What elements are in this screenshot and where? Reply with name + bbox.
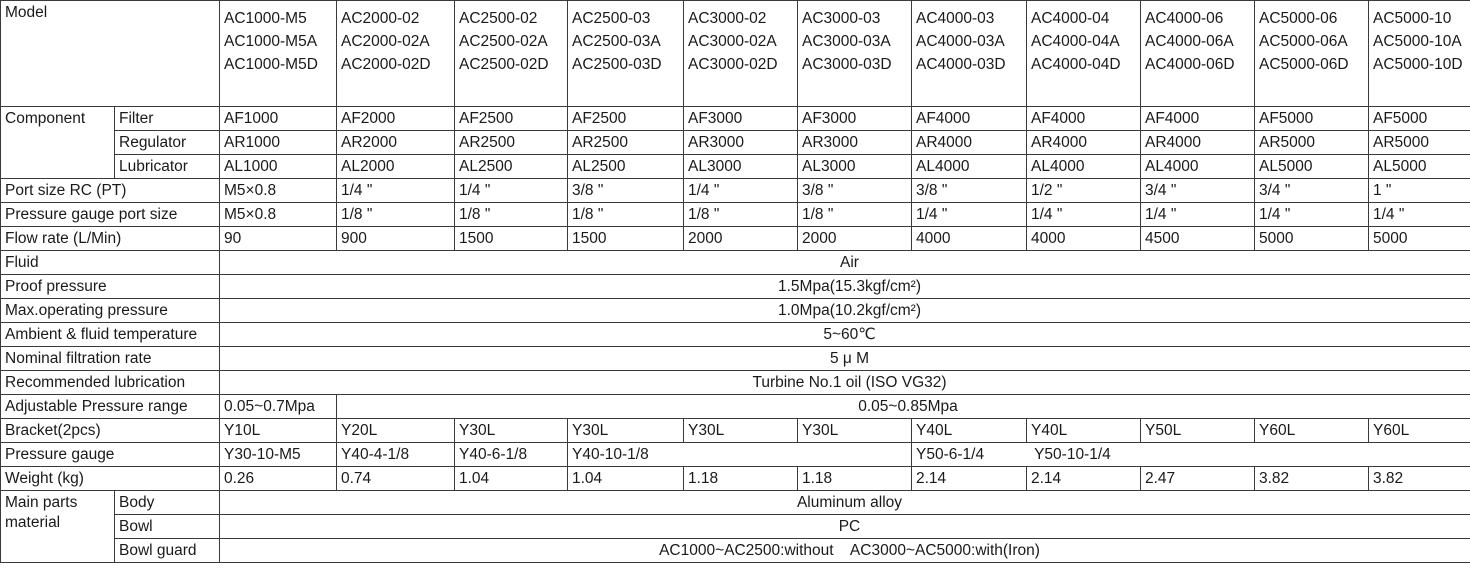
table-cell: 900 [337,227,455,251]
filtration-value: 5 μ M [220,347,1470,371]
table-cell: Y40L [1027,419,1141,443]
temperature-value: 5~60℃ [220,323,1470,347]
bracket-label: Bracket(2pcs) [1,419,220,443]
table-cell: M5×0.8 [220,179,337,203]
table-cell: 1 " [1369,179,1470,203]
table-cell: AF4000 [912,107,1027,131]
table-cell: AF5000 [1369,107,1470,131]
table-cell: 1/4 " [1255,203,1369,227]
table-cell: AR3000 [798,131,912,155]
weight-label: Weight (kg) [1,467,220,491]
table-cell: Y60L [1369,419,1470,443]
table-cell: Y30-10-M5 [220,443,337,467]
table-cell: 4500 [1141,227,1255,251]
table-cell: AL4000 [912,155,1027,179]
table-cell: 1500 [455,227,568,251]
table-cell: 1/8 " [455,203,568,227]
table-cell: Y60L [1255,419,1369,443]
model-cell: AC1000-M5 AC1000-M5A AC1000-M5D [220,1,337,107]
fluid-row [1,251,1470,275]
table-cell: 4000 [912,227,1027,251]
table-cell: AR3000 [684,131,798,155]
table-cell: Y30L [684,419,798,443]
model-cell: AC5000-06 AC5000-06A AC5000-06D [1255,1,1369,107]
table-cell: 1/4 " [1369,203,1470,227]
body-row [1,491,1470,515]
flow-rate-label: Flow rate (L/Min) [1,227,220,251]
port-size-label: Port size RC (PT) [1,179,220,203]
table-cell: AR1000 [220,131,337,155]
table-cell: 1/4 " [912,203,1027,227]
fluid-label: Fluid [1,251,220,275]
model-cell: AC2000-02 AC2000-02A AC2000-02D [337,1,455,107]
model-cell: AC2500-02 AC2500-02A AC2500-02D [455,1,568,107]
table-cell: AR4000 [1141,131,1255,155]
model-cell: AC4000-04 AC4000-04A AC4000-04D [1027,1,1141,107]
regulator-label: Regulator [115,131,220,155]
model-cell: AC2500-03 AC2500-03A AC2500-03D [568,1,684,107]
table-cell: AR4000 [912,131,1027,155]
table-cell: 3/8 " [798,179,912,203]
table-cell: AL1000 [220,155,337,179]
temperature-row [1,323,1470,347]
max-pressure-row [1,299,1470,323]
table-cell: 1/8 " [568,203,684,227]
table-cell: 1/8 " [684,203,798,227]
table-cell: AR2500 [455,131,568,155]
model-cell: AC3000-02 AC3000-02A AC3000-02D [684,1,798,107]
table-cell: AL4000 [1027,155,1141,179]
table-cell: AR5000 [1255,131,1369,155]
adj-pressure-label: Adjustable Pressure range [1,395,220,419]
table-cell: 1.18 [798,467,912,491]
table-cell: AR5000 [1369,131,1470,155]
proof-pressure-value: 1.5Mpa(15.3kgf/cm²) [220,275,1470,299]
table-cell: 0.26 [220,467,337,491]
component-label: Component [1,107,115,179]
table-cell: AL5000 [1255,155,1369,179]
model-cell: AC4000-06 AC4000-06A AC4000-06D [1141,1,1255,107]
table-cell: 1.04 [568,467,684,491]
table-cell: 1/4 " [1141,203,1255,227]
table-cell: 1/4 " [337,179,455,203]
table-cell: 0.05~0.7Mpa [220,395,337,419]
table-cell: 4000 [1027,227,1141,251]
table-cell: AL2500 [455,155,568,179]
table-cell: AL2500 [568,155,684,179]
filtration-label: Nominal filtration rate [1,347,220,371]
table-cell: AR2500 [568,131,684,155]
model-cell: AC4000-03 AC4000-03A AC4000-03D [912,1,1027,107]
table-cell: 2000 [798,227,912,251]
table-cell: 2.47 [1141,467,1255,491]
proof-pressure-row [1,275,1470,299]
table-cell: AF4000 [1141,107,1255,131]
table-cell: 0.74 [337,467,455,491]
main-parts-label: Main parts material [1,491,115,563]
table-cell: 1/4 " [455,179,568,203]
table-cell: 1500 [568,227,684,251]
model-row [1,1,1470,107]
table-cell: AF1000 [220,107,337,131]
flow-rate-row [1,227,1470,251]
table-cell: 1/4 " [1027,203,1141,227]
gauge-port-row [1,203,1470,227]
table-cell: 3.82 [1369,467,1470,491]
table-cell: Y40-10-1/8 [568,443,912,467]
table-cell: AF3000 [684,107,798,131]
lubricator-label: Lubricator [115,155,220,179]
table-cell: Y20L [337,419,455,443]
table-cell: 90 [220,227,337,251]
regulator-row [1,131,1470,155]
table-cell: AF3000 [798,107,912,131]
bowl-label: Bowl [115,515,220,539]
table-cell: AF2500 [455,107,568,131]
table-cell: 3/8 " [568,179,684,203]
table-cell: M5×0.8 [220,203,337,227]
table-cell: AL3000 [684,155,798,179]
table-cell: Y50-6-1/4 Y50-10-1/4 [912,443,1470,467]
table-cell: 5000 [1369,227,1470,251]
filtration-row [1,347,1470,371]
fluid-value: Air [220,251,1470,275]
table-cell: AF4000 [1027,107,1141,131]
table-cell: Y30L [798,419,912,443]
filter-row [1,107,1470,131]
gauge-port-label: Pressure gauge port size [1,203,220,227]
table-cell: 1/2 " [1027,179,1141,203]
table-cell: 3/4 " [1141,179,1255,203]
adj-pressure-row [1,395,1470,419]
table-cell: 2.14 [912,467,1027,491]
model-cell: AC5000-10 AC5000-10A AC5000-10D [1369,1,1470,107]
table-cell: 3.82 [1255,467,1369,491]
table-cell: AF2500 [568,107,684,131]
table-cell: 3/4 " [1255,179,1369,203]
table-cell: 1/8 " [798,203,912,227]
temperature-label: Ambient & fluid temperature [1,323,220,347]
table-cell: AF2000 [337,107,455,131]
table-cell: AL5000 [1369,155,1470,179]
bowl-guard-row [1,539,1470,563]
table-cell: 2000 [684,227,798,251]
body-value: Aluminum alloy [220,491,1470,515]
table-cell: AL3000 [798,155,912,179]
table-cell: AL2000 [337,155,455,179]
model-label: Model [1,1,220,107]
bowl-guard-value: AC1000~AC2500:without AC3000~AC5000:with(Iron) [220,539,1470,563]
table-cell: 5000 [1255,227,1369,251]
table-cell: 3/8 " [912,179,1027,203]
table-cell: AF5000 [1255,107,1369,131]
body-label: Body [115,491,220,515]
table-cell: Y40-4-1/8 [337,443,455,467]
max-pressure-value: 1.0Mpa(10.2kgf/cm²) [220,299,1470,323]
lubrication-label: Recommended lubrication [1,371,220,395]
table-cell: Y50L [1141,419,1255,443]
port-size-row [1,179,1470,203]
max-pressure-label: Max.operating pressure [1,299,220,323]
table-cell: Y30L [455,419,568,443]
bracket-row [1,419,1470,443]
bowl-value: PC [220,515,1470,539]
lubrication-value: Turbine No.1 oil (ISO VG32) [220,371,1470,395]
table-cell: Y10L [220,419,337,443]
model-cell: AC3000-03 AC3000-03A AC3000-03D [798,1,912,107]
table-cell: 1.04 [455,467,568,491]
filter-label: Filter [115,107,220,131]
lubrication-row [1,371,1470,395]
lubricator-row [1,155,1470,179]
table-cell: 1.18 [684,467,798,491]
pressure-gauge-row [1,443,1470,467]
proof-pressure-label: Proof pressure [1,275,220,299]
pressure-gauge-label: Pressure gauge [1,443,220,467]
table-cell: AR2000 [337,131,455,155]
table-cell: 1/4 " [684,179,798,203]
weight-row [1,467,1470,491]
table-cell: 1/8 " [337,203,455,227]
table-cell: Y40L [912,419,1027,443]
table-cell: AR4000 [1027,131,1141,155]
table-cell: Y30L [568,419,684,443]
adj-pressure-value: 0.05~0.85Mpa [337,395,1470,419]
table-cell: 2.14 [1027,467,1141,491]
table-cell: Y40-6-1/8 [455,443,568,467]
bowl-guard-label: Bowl guard [115,539,220,563]
bowl-row [1,515,1470,539]
table-cell: AL4000 [1141,155,1255,179]
